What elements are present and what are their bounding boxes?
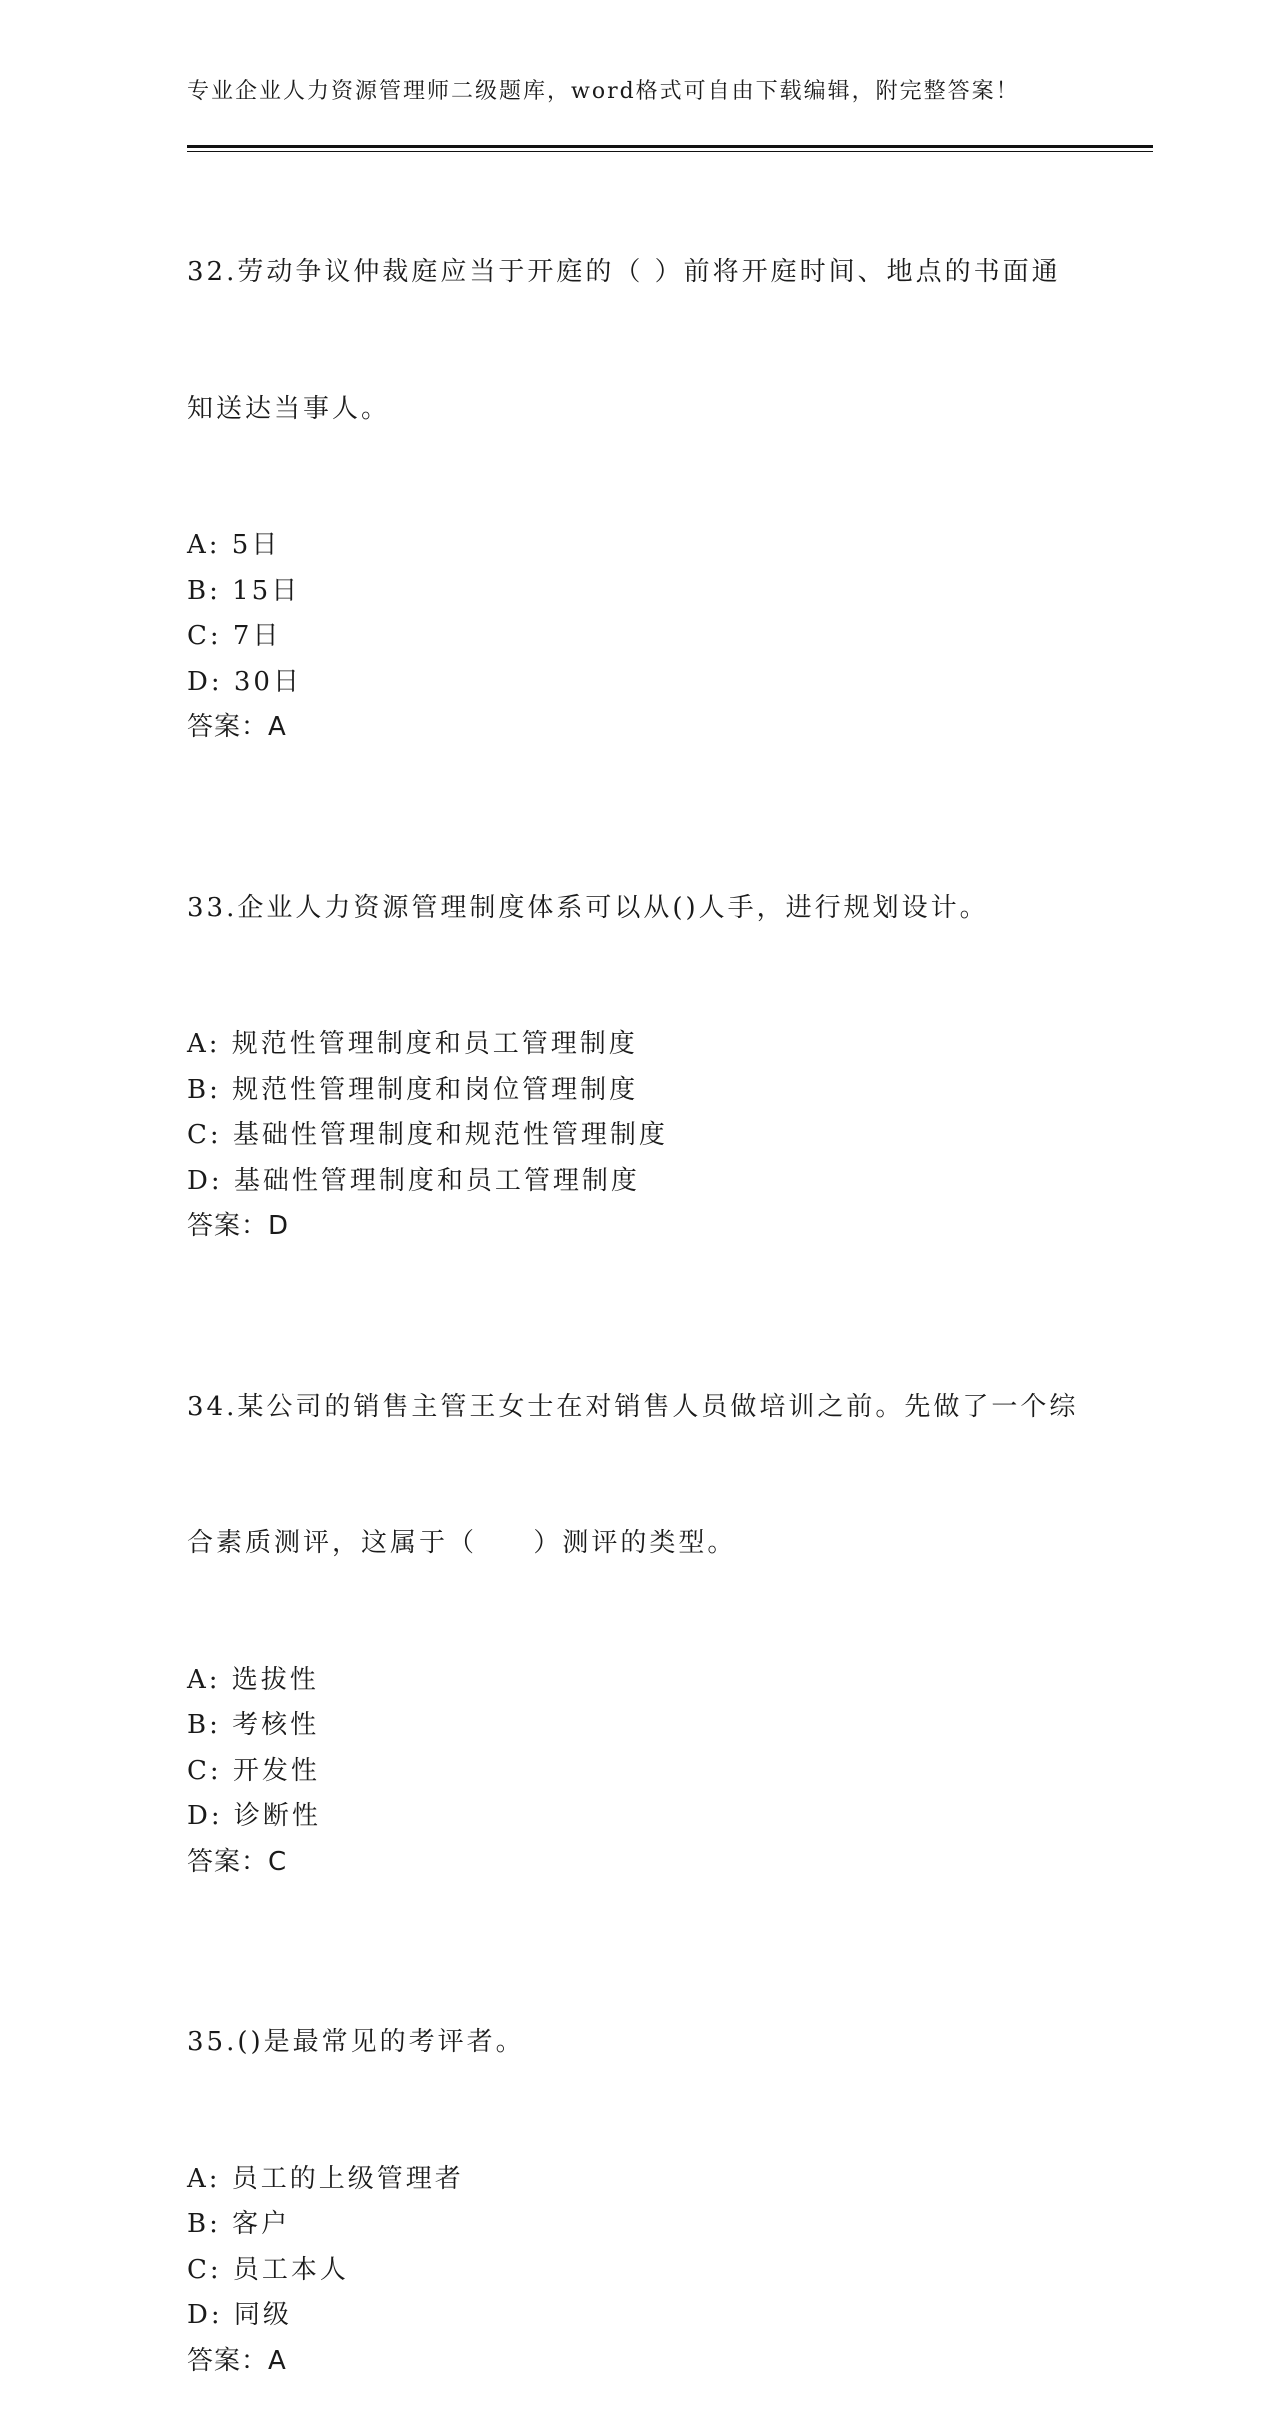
option-a: A: 选拔性 xyxy=(187,1664,319,1695)
answer-label: 答案：C xyxy=(187,1846,288,1877)
header-divider-thick xyxy=(187,145,1153,148)
option-b: B: 规范性管理制度和岗位管理制度 xyxy=(187,1074,639,1105)
question-stem xyxy=(187,1294,1087,1658)
question-stem xyxy=(187,159,1087,523)
option-c: C: 开发性 xyxy=(187,1755,320,1786)
question-stem xyxy=(187,795,1087,1023)
option-a: A: 5日 xyxy=(187,530,281,560)
option-c: C: 员工本人 xyxy=(187,2254,349,2285)
stem-line: 34.某公司的销售主管王女士在对销售人员做培训之前。先做了一个综 xyxy=(187,1391,1079,1422)
option-a: A: 员工的上级管理者 xyxy=(187,2163,464,2194)
answer-label: 答案：D xyxy=(187,1211,290,1241)
option-d: D: 同级 xyxy=(187,2300,292,2330)
question-34 xyxy=(187,1294,1087,1886)
option-b: B: 客户 xyxy=(187,2209,291,2239)
option-d: D: 30日 xyxy=(187,666,302,697)
option-a: A: 规范性管理制度和员工管理制度 xyxy=(187,1029,638,1059)
option-d: D: 诊断性 xyxy=(187,1801,321,1831)
stem-line: 33.企业人力资源管理制度体系可以从()人手，进行规划设计。 xyxy=(187,892,989,923)
question-stem xyxy=(187,1929,1087,2157)
option-c: C: 基础性管理制度和规范性管理制度 xyxy=(187,1120,668,1150)
question-32 xyxy=(187,159,1087,751)
answer-label: 答案：A xyxy=(187,712,287,742)
option-b: B: 15日 xyxy=(187,575,301,606)
header-divider-thin xyxy=(187,151,1153,152)
question-list xyxy=(187,159,1087,2428)
option-b: B: 考核性 xyxy=(187,1710,320,1740)
option-d: D: 基础性管理制度和员工管理制度 xyxy=(187,1165,640,1196)
page-header: 专业企业人力资源管理师二级题库，word格式可自由下载编辑，附完整答案！ xyxy=(187,79,1020,104)
stem-line: 35.()是最常见的考评者。 xyxy=(187,2027,525,2057)
question-33 xyxy=(187,795,1087,1250)
answer-label: 答案：A xyxy=(187,2345,287,2376)
stem-line: 合素质测评，这属于（ ）测评的类型。 xyxy=(187,1528,737,1558)
stem-line: 知送达当事人。 xyxy=(187,393,391,424)
stem-line: 32.劳动争议仲裁庭应当于开庭的（ ）前将开庭时间、地点的书面通 xyxy=(187,257,1061,287)
question-35 xyxy=(187,1929,1087,2384)
option-c: C: 7日 xyxy=(187,621,282,651)
